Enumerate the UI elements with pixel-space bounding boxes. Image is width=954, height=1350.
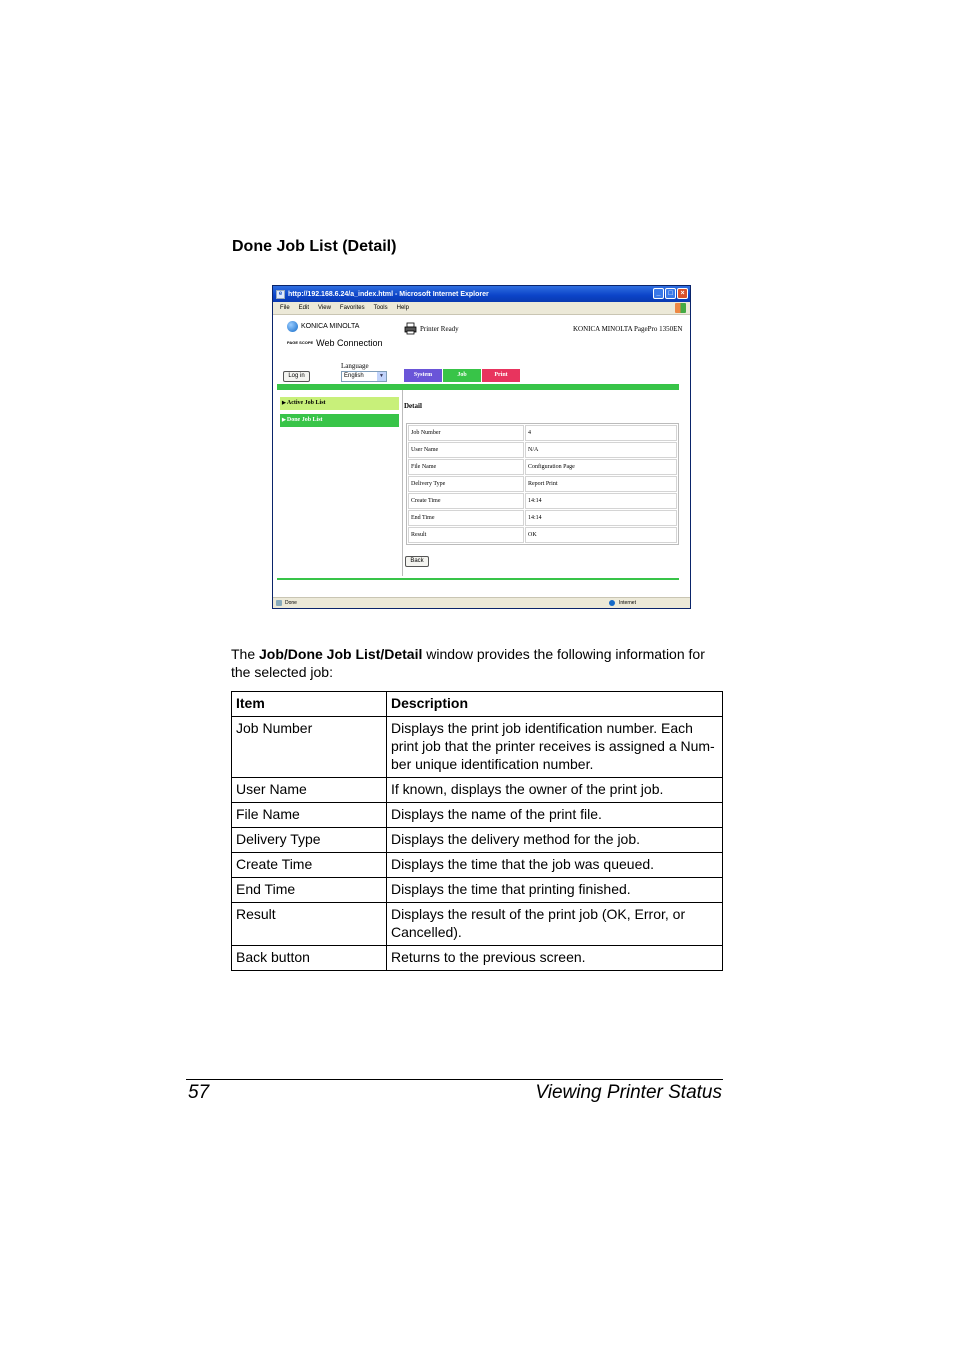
printer-model: KONICA MINOLTA PagePro 1350EN (573, 325, 683, 333)
intro-text: window provides the following information for the selected job: (231, 646, 705, 680)
description-cell: Displays the delivery method for the job. (387, 828, 723, 853)
menu-favorites[interactable]: Favorites (339, 305, 365, 311)
table-row (408, 476, 677, 492)
login-button[interactable]: Log in (283, 371, 310, 382)
section-title: Done Job List (Detail) (232, 238, 397, 255)
footer-rule (186, 1079, 723, 1080)
table-row (408, 510, 677, 526)
table-row (232, 946, 723, 971)
pagescope-logo: PAGE SCOPE (287, 340, 314, 345)
sidebar-item-active-job-list[interactable] (280, 397, 399, 410)
web-connection-label: Web Connection (316, 338, 383, 348)
security-zone (609, 598, 636, 608)
menu-edit[interactable]: Edit (298, 305, 310, 311)
header-divider (277, 384, 679, 390)
language-select[interactable] (341, 371, 387, 382)
page-number: 57 (188, 1082, 210, 1103)
description-cell: Returns to the previous screen. (387, 946, 723, 971)
table-header-row (232, 692, 723, 717)
detail-key: File Name (408, 459, 524, 475)
detail-table (406, 423, 679, 545)
menu-tools[interactable]: Tools (373, 305, 388, 311)
description-cell: Displays the time that the job was queued. (387, 853, 723, 878)
table-row (232, 803, 723, 828)
column-header-description: Description (387, 692, 723, 717)
column-header-item: Item (232, 692, 387, 717)
detail-value: 14:14 (525, 493, 677, 509)
detail-key: Result (408, 527, 524, 543)
maximize-icon[interactable]: □ (665, 288, 676, 299)
arrow-right-icon: ▶ (282, 401, 286, 406)
table-row (408, 442, 677, 458)
sidebar-item-label: Done Job List (286, 417, 323, 423)
browser-window (272, 285, 691, 609)
description-cell: Displays the print job identification number. Each print job that the printer receives is assigned a Num-ber unique identification number. (387, 717, 723, 778)
chapter-title: Viewing Printer Status (535, 1082, 722, 1103)
table-row (408, 493, 677, 509)
item-cell: End Time (232, 878, 387, 903)
language-label: Language (341, 362, 369, 370)
item-cell: Back button (232, 946, 387, 971)
printer-icon (404, 322, 417, 335)
arrow-right-icon: ▶ (282, 418, 286, 423)
browser-titlebar (273, 286, 690, 302)
detail-key: End Time (408, 510, 524, 526)
tab-print[interactable]: Print (482, 369, 520, 382)
detail-value: N/A (525, 442, 677, 458)
item-cell: Create Time (232, 853, 387, 878)
tab-job[interactable]: Job (443, 369, 481, 382)
table-row (232, 778, 723, 803)
detail-key: Delivery Type (408, 476, 524, 492)
internet-globe-icon (609, 600, 615, 606)
chevron-down-icon: ▼ (377, 372, 386, 381)
sidebar-item-label: Active Job List (286, 400, 326, 406)
browser-menubar (273, 302, 690, 315)
table-row (232, 903, 723, 946)
menu-view[interactable]: View (318, 305, 331, 311)
detail-value: Configuration Page (525, 459, 677, 475)
close-icon[interactable]: × (677, 288, 688, 299)
minimize-icon[interactable]: _ (653, 288, 664, 299)
browser-title: http://192.168.6.24/a_index.html - Microsoft Internet Explorer (288, 290, 489, 298)
detail-heading: Detail (404, 402, 422, 410)
detail-value: 4 (525, 425, 677, 441)
description-cell: Displays the time that printing finished. (387, 878, 723, 903)
item-cell: Job Number (232, 717, 387, 778)
detail-value: Report Print (525, 476, 677, 492)
footer-divider (277, 578, 679, 580)
table-row (232, 828, 723, 853)
detail-value: OK (525, 527, 677, 543)
printer-status-text: Printer Ready (420, 324, 459, 333)
browser-statusbar (273, 597, 690, 608)
table-row (232, 717, 723, 778)
table-row (232, 853, 723, 878)
intro-text: The (231, 646, 260, 662)
web-connection-logo (287, 338, 383, 348)
windows-flag-icon (675, 303, 686, 313)
table-row (408, 425, 677, 441)
globe-logo-icon (287, 321, 298, 332)
table-row (232, 878, 723, 903)
page-done-icon (276, 600, 282, 606)
printer-status (404, 322, 459, 335)
back-button[interactable]: Back (405, 556, 429, 567)
description-cell: Displays the name of the print file. (387, 803, 723, 828)
language-value: English (344, 373, 364, 379)
menu-help[interactable]: Help (396, 305, 409, 311)
security-zone-label: Internet (619, 600, 636, 606)
sidebar-item-done-job-list[interactable] (280, 414, 399, 427)
ie-icon: e (276, 290, 285, 299)
item-cell: User Name (232, 778, 387, 803)
detail-key: Create Time (408, 493, 524, 509)
item-cell: Delivery Type (232, 828, 387, 853)
tab-system[interactable]: System (404, 369, 442, 382)
intro-window-path: Job/Done Job List/Detail (259, 646, 423, 662)
intro-paragraph (231, 645, 726, 681)
web-page (273, 315, 690, 597)
brand-name: KONICA MINOLTA (301, 323, 360, 330)
item-cell: Result (232, 903, 387, 946)
detail-key: Job Number (408, 425, 524, 441)
detail-value: 14:14 (525, 510, 677, 526)
table-row (408, 459, 677, 475)
description-cell: Displays the result of the print job (OK, Error, or Cancelled). (387, 903, 723, 946)
konica-minolta-logo (287, 321, 359, 332)
sidebar-divider (402, 390, 403, 576)
table-row (408, 527, 677, 543)
detail-key: User Name (408, 442, 524, 458)
item-cell: File Name (232, 803, 387, 828)
statusbar-text: Done (285, 600, 297, 606)
item-description-table (231, 691, 723, 971)
description-cell: If known, displays the owner of the print job. (387, 778, 723, 803)
menu-file[interactable]: File (280, 305, 290, 311)
